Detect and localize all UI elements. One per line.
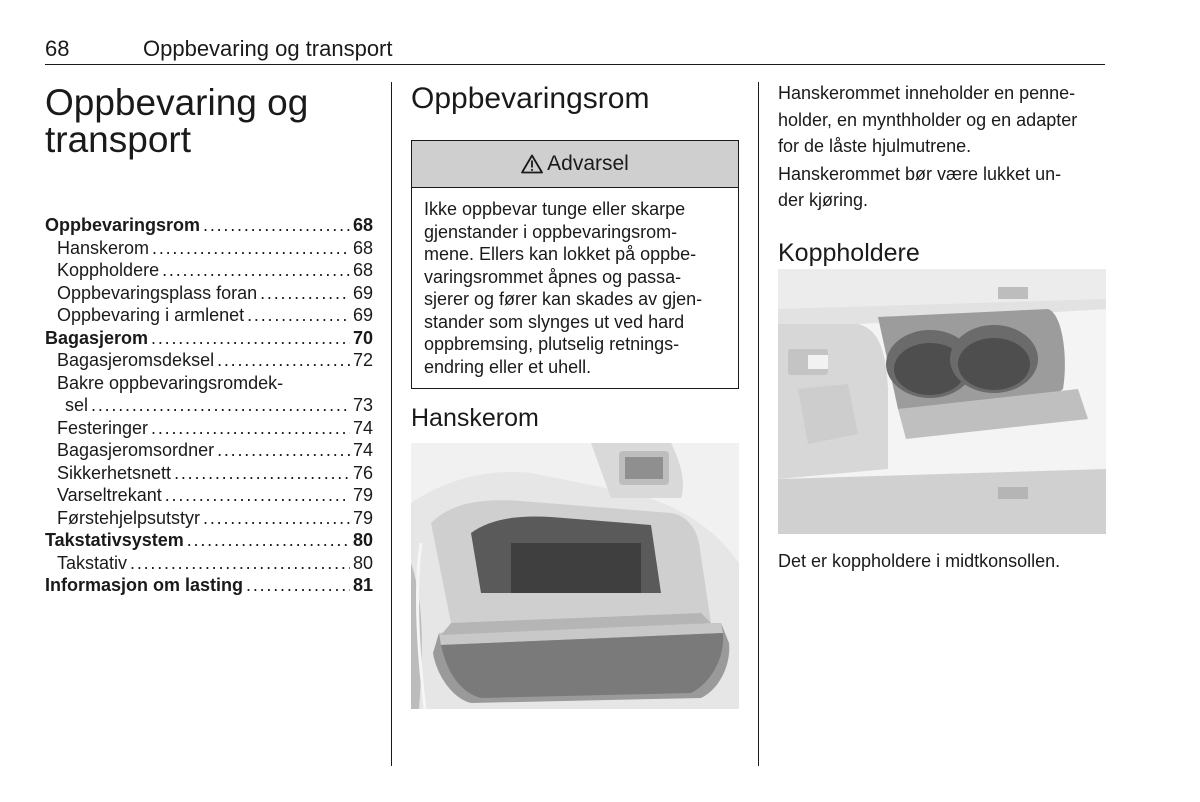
toc-entry[interactable] xyxy=(45,574,373,597)
toc-entry-page: 80 xyxy=(352,552,373,573)
warning-triangle-icon xyxy=(521,154,543,174)
warning-title: Advarsel xyxy=(547,152,629,175)
glovebox-paragraph xyxy=(778,82,1106,158)
toc-entry[interactable] xyxy=(45,304,373,327)
cupholder-text: Det er koppholdere i midtkonsollen. xyxy=(778,551,1061,571)
page-header xyxy=(45,34,1105,65)
toc-entry[interactable] xyxy=(45,484,373,507)
toc-entry-page: 68 xyxy=(352,260,373,280)
toc-leader-dots xyxy=(187,529,350,552)
chapter-title-line: transport xyxy=(45,119,192,160)
toc-entry-label: Koppholdere xyxy=(57,260,160,280)
toc-leader-dots xyxy=(174,462,350,485)
text-column xyxy=(778,82,1106,268)
toc-leader-dots xyxy=(260,282,350,305)
toc-entry-page: 76 xyxy=(352,462,373,483)
warning-header xyxy=(412,141,738,188)
toc-entry[interactable] xyxy=(45,237,373,260)
toc-entry[interactable] xyxy=(45,552,373,575)
toc-entry-label: Oppbevaring i armlenet xyxy=(57,305,245,325)
warning-line: varingsrommet åpnes og passa- xyxy=(424,266,682,287)
warning-box xyxy=(411,140,739,389)
toc-entry[interactable] xyxy=(45,372,373,395)
toc-leader-dots xyxy=(165,484,350,507)
toc-leader-dots xyxy=(246,574,350,597)
toc-leader-dots xyxy=(203,507,350,530)
toc-entry-page: 68 xyxy=(352,215,373,235)
paragraph-line: for de låste hjulmutrene. xyxy=(778,136,972,156)
toc-entry-page: 72 xyxy=(352,350,373,370)
toc-entry[interactable] xyxy=(45,529,373,552)
toc-entry-label: Takstativ xyxy=(57,552,128,573)
warning-line: endring eller et uhell. xyxy=(424,356,592,377)
toc-entry-page: 73 xyxy=(352,395,373,415)
toc-leader-dots xyxy=(247,304,350,327)
toc-entry-page: 69 xyxy=(352,282,373,303)
running-title: Oppbevaring og transport xyxy=(143,36,393,61)
paragraph-line: Hanskerommet inneholder en penne- xyxy=(778,83,1076,103)
toc-entry-label: Bagasjeromsordner xyxy=(57,440,215,460)
toc-leader-dots xyxy=(217,349,350,372)
toc-leader-dots xyxy=(203,214,350,237)
toc-entry-label: Oppbevaringsplass foran xyxy=(57,282,258,303)
paragraph-line: Hanskerommet bør være lukket un- xyxy=(778,163,1062,184)
warning-line: oppbremsing, plutselig retnings- xyxy=(424,334,680,354)
warning-line: stander som slynges ut ved hard xyxy=(424,311,685,332)
table-of-contents xyxy=(45,214,373,597)
toc-entry[interactable] xyxy=(45,282,373,305)
toc-entry-label: Takstativsystem xyxy=(45,530,184,550)
cupholder-paragraph xyxy=(778,550,1108,573)
toc-entry-page: 81 xyxy=(352,575,373,595)
toc-leader-dots xyxy=(162,259,350,282)
toc-entry[interactable] xyxy=(45,214,373,237)
column-divider xyxy=(758,82,759,766)
toc-entry-page: 74 xyxy=(352,417,373,438)
toc-entry-label: Festeringer xyxy=(57,417,149,438)
toc-entry-label: Bakre oppbevaringsromdek- xyxy=(57,372,284,393)
toc-entry-label: Hanskerom xyxy=(57,237,150,258)
paragraph-line: holder, en mynthholder og en adapter xyxy=(778,109,1078,130)
toc-entry-label: Førstehjelpsutstyr xyxy=(57,507,201,528)
toc-entry-page: 70 xyxy=(352,327,373,348)
warning-line: mene. Ellers kan lokket på oppbe- xyxy=(424,244,697,264)
toc-entry-label: Varseltrekant xyxy=(57,485,162,505)
toc-leader-dots xyxy=(151,327,350,350)
warning-text xyxy=(412,188,738,388)
toc-entry-label: Bagasjerom xyxy=(45,327,149,348)
chapter-title-line: Oppbevaring og xyxy=(45,82,309,123)
toc-leader-dots xyxy=(151,417,350,440)
toc-entry[interactable] xyxy=(45,327,373,350)
toc-entry[interactable] xyxy=(45,259,373,282)
warning-line: sjerer og fører kan skades av gjen- xyxy=(424,289,703,309)
column-divider xyxy=(391,82,392,766)
toc-entry-page: 68 xyxy=(352,237,373,258)
warning-line: Ikke oppbevar tunge eller skarpe xyxy=(424,199,686,219)
glovebox-paragraph xyxy=(778,163,1106,212)
toc-entry-label: Bagasjeromsdeksel xyxy=(57,350,215,370)
storage-column xyxy=(411,82,739,433)
toc-entry[interactable] xyxy=(45,394,373,417)
toc-entry[interactable] xyxy=(45,462,373,485)
toc-entry[interactable] xyxy=(45,507,373,530)
toc-leader-dots xyxy=(91,394,350,417)
toc-entry-page: 79 xyxy=(352,507,373,528)
warning-line: gjenstander i oppbevaringsrom- xyxy=(424,221,678,242)
paragraph-line: der kjøring. xyxy=(778,190,869,210)
glovebox-illustration xyxy=(411,443,739,709)
toc-entry[interactable] xyxy=(45,439,373,462)
toc-entry-page: 74 xyxy=(352,440,373,460)
toc-entry-page: 79 xyxy=(352,485,373,505)
toc-entry[interactable] xyxy=(45,349,373,372)
chapter-title xyxy=(45,84,375,158)
toc-entry[interactable] xyxy=(45,417,373,440)
section-title: Oppbevaringsrom xyxy=(411,82,650,115)
cupholder-heading: Koppholdere xyxy=(778,238,920,267)
toc-entry-label: Oppbevaringsrom xyxy=(45,215,201,235)
toc-entry-page: 69 xyxy=(352,305,373,325)
cupholder-illustration xyxy=(778,269,1106,534)
toc-entry-label: sel xyxy=(65,395,89,415)
toc-entry-label: Sikkerhetsnett xyxy=(57,462,172,483)
glovebox-heading: Hanskerom xyxy=(411,404,539,432)
toc-entry-page: 80 xyxy=(352,530,373,550)
page-number: 68 xyxy=(45,36,70,61)
toc-entry-label: Informasjon om lasting xyxy=(45,575,244,595)
toc-leader-dots xyxy=(130,552,350,575)
toc-leader-dots xyxy=(217,439,350,462)
chapter-column xyxy=(45,82,375,595)
toc-leader-dots xyxy=(152,237,350,260)
